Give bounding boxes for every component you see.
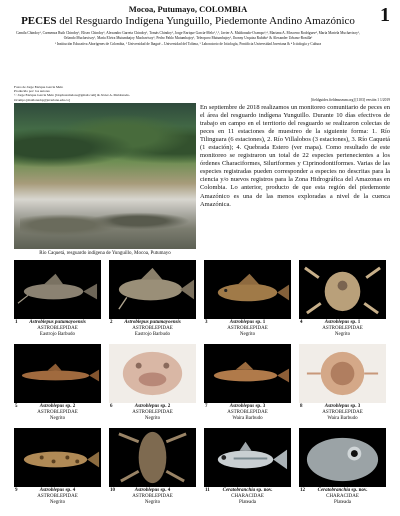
family-name: ASTROBLEPIDAE <box>37 325 78 331</box>
species-caption <box>14 320 101 338</box>
species-caption <box>109 320 196 338</box>
family-name: ASTROBLEPIDAE <box>227 325 268 331</box>
genus-name: Ceratobranchia <box>222 488 256 493</box>
common-name: Negrito <box>334 331 351 337</box>
affiliations: ¹ Institución Educativa Aborígenes de Colombia, ² Universidad de Ibagué – Universidad del Tolima, ³ Laboratorio de Ictiología, Pontificia Universidad Javeriana & ⁴ Ictiología y Cultura <box>54 42 322 46</box>
species-name <box>135 488 170 493</box>
forest-shape <box>14 113 196 171</box>
species-caption <box>109 404 196 422</box>
title-rest: del Resguardo Indígena Yunguillo, Piedemonte Andino Amazónico <box>59 15 355 27</box>
fish-photo <box>14 344 101 403</box>
common-name: Negrito <box>144 499 161 505</box>
species-card <box>14 428 101 510</box>
genus-name: Astroblepus <box>29 320 54 325</box>
species-name <box>40 404 75 409</box>
family-name: ASTROBLEPIDAE <box>37 493 78 499</box>
genus-name: Astroblepus <box>39 404 65 409</box>
species-number: 6 <box>110 404 113 409</box>
species-epithet: sp. nov. <box>255 488 273 493</box>
common-name: Eastrojo Barbudo <box>39 331 76 337</box>
species-card <box>14 344 101 426</box>
species-card <box>109 428 196 510</box>
genus-name: Astroblepus <box>134 404 160 409</box>
species-card <box>299 344 386 426</box>
species-caption <box>204 488 291 506</box>
species-epithet: sp. 2 <box>159 404 171 409</box>
family-name: ASTROBLEPIDAE <box>132 409 173 415</box>
family-name: ASTROBLEPIDAE <box>322 325 363 331</box>
species-card <box>14 260 101 342</box>
common-name: Plateada <box>239 499 256 505</box>
species-epithet: sp. nov. <box>350 488 368 493</box>
location-heading: Mocoa, Putumayo, COLOMBIA <box>128 4 248 14</box>
species-number: 5 <box>15 404 18 409</box>
title-bold: PECES <box>21 15 57 27</box>
family-name: ASTROBLEPIDAE <box>132 325 173 331</box>
species-caption <box>299 320 386 338</box>
genus-name: Astroblepus <box>229 404 255 409</box>
species-card <box>109 260 196 342</box>
species-caption <box>109 488 196 506</box>
species-number: 2 <box>110 320 113 325</box>
species-epithet: sp. 4 <box>64 488 76 493</box>
species-epithet: putumayoensis <box>53 320 86 325</box>
river-landscape-photo <box>14 103 196 249</box>
genus-name: Astroblepus <box>324 404 350 409</box>
species-number: 10 <box>110 488 115 493</box>
species-caption <box>204 320 291 338</box>
species-number: 11 <box>205 488 210 493</box>
species-name <box>325 320 360 325</box>
species-name <box>135 404 170 409</box>
species-caption <box>299 404 386 422</box>
fish-photo <box>14 428 101 487</box>
species-card <box>109 344 196 426</box>
species-card <box>204 344 291 426</box>
family-name: CHARACIDAE <box>231 493 264 499</box>
species-card <box>204 428 291 510</box>
fish-photo <box>14 260 101 319</box>
intro-text: En septiembre de 2018 realizamos un monitoreo comunitario de peces en el área del resguardo indígena Yunguillo. Durante 10 días efectivos de trabajo en campo en el territorio del resguardo se realizaron colectas de peces en 11 estaciones de muestreo de la siguiente forma: 1. Río Tilinguara (6 estaciones), 2. Río Villalobos (3 estaciones), 3. Río Caquetá (1 estación); 4. Quebrada Estero (ver mapa). Como resultado de este monitoreo se registraron un total de 22 especies pertenecientes a los órdenes Characiformes, Siluriformes y Ciprinodontiformes. Varias de las especies registradas pueden corresponder a especies no descritas para la ciencia y/o nuevos registros para la Zona Hidrográfica del Amazonas en Colombia. Lo anterior, producto de que esta región del piedemonte Amazónico es una de las menos exploradas a nivel de la cuenca Amazónica. <box>200 104 390 208</box>
species-epithet: sp. 3 <box>254 404 266 409</box>
species-epithet: sp. 3 <box>349 404 361 409</box>
common-name: Waira Barbudo <box>232 415 263 421</box>
authors: Camila Chindoy¹, Carmenza Ruth Chindoy¹, Eliseo Chindoy¹, Alexandro Garreta Chindoy¹, Tomás Chindoy¹, Jorge Enrique García-Melo¹,²,⁵, Javier A. Maldonado-Ocampo³,⁴, Mariana A. Mosceno Rodríguez⁴, María Mariela Muchavisoy¹, Orlando Muchavisoy¹, María Elvira Mutumbajoy Muchavisoy¹, Pedro Pablo Mutumbajoy¹, Teleoporo Mutumbajoy¹, Jhonny Urquiza Rubiño¹ & Alexander Urbano-Bonilla³ <box>16 31 360 40</box>
species-number: 7 <box>205 404 208 409</box>
species-caption <box>299 488 386 506</box>
common-name: Waira Barbudo <box>327 415 358 421</box>
common-name: Negrito <box>144 415 161 421</box>
page-number: 1 <box>380 4 390 26</box>
species-name <box>40 488 75 493</box>
reference-line: [fieldguides.fieldmuseum.org] [1103] versión 1 1/2019 <box>310 98 390 102</box>
genus-name: Astroblepus <box>124 320 149 325</box>
species-epithet: sp. 1 <box>254 320 266 325</box>
species-epithet: sp. 2 <box>64 404 76 409</box>
species-number: 4 <box>300 320 303 325</box>
credit-line: © Jorge Enrique García Melo [biophotomelore@gmail.com] & Javier A. Maldonado-Ocampo [maldonadoj@javeriana.edu.co] <box>14 93 131 102</box>
genus-name: Astroblepus <box>324 320 350 325</box>
fish-photo <box>299 260 386 319</box>
common-name: Negrito <box>239 331 256 337</box>
family-name: ASTROBLEPIDAE <box>132 493 173 499</box>
species-name <box>318 488 368 493</box>
genus-name: Astroblepus <box>229 320 255 325</box>
fish-photo <box>299 428 386 487</box>
species-epithet: sp. 1 <box>349 320 361 325</box>
species-caption <box>204 404 291 422</box>
common-name: Negrito <box>49 415 66 421</box>
landscape-caption: Río Caquetá, resguardo indígena de Yunguillo, Mocoa, Putumayo <box>39 251 171 256</box>
fish-photo <box>204 260 291 319</box>
credit-line: Fotos de Jorge Enrique García Melo <box>14 85 64 89</box>
genus-name: Ceratobranchia <box>317 488 351 493</box>
genus-name: Astroblepus <box>134 488 160 493</box>
species-epithet: putumayoensis <box>148 320 181 325</box>
species-caption <box>14 404 101 422</box>
fish-photo <box>299 344 386 403</box>
fish-photo <box>204 344 291 403</box>
species-number: 8 <box>300 404 303 409</box>
common-name: Plateada <box>334 499 351 505</box>
genus-name: Astroblepus <box>39 488 65 493</box>
species-name <box>124 320 181 325</box>
species-number: 3 <box>205 320 208 325</box>
fish-photo <box>204 428 291 487</box>
photo-credits <box>14 85 134 102</box>
species-card <box>299 260 386 342</box>
fish-photo <box>109 428 196 487</box>
fish-photo <box>109 344 196 403</box>
common-name: Negrito <box>49 499 66 505</box>
family-name: ASTROBLEPIDAE <box>37 409 78 415</box>
species-name <box>29 320 86 325</box>
common-name: Eastrojo Barbudo <box>134 331 171 337</box>
species-card <box>204 260 291 342</box>
family-name: ASTROBLEPIDAE <box>322 409 363 415</box>
species-caption <box>14 488 101 506</box>
species-name <box>230 320 265 325</box>
species-name <box>223 488 273 493</box>
family-name: ASTROBLEPIDAE <box>227 409 268 415</box>
header <box>10 4 366 47</box>
species-number: 12 <box>300 488 305 493</box>
credit-line: Producido por: los autores <box>14 89 50 94</box>
species-number: 9 <box>15 488 18 493</box>
species-name <box>325 404 360 409</box>
fish-photo <box>109 260 196 319</box>
species-epithet: sp. 4 <box>159 488 171 493</box>
page-title <box>10 15 366 28</box>
species-name <box>230 404 265 409</box>
rocks-shape <box>20 201 190 241</box>
species-number: 1 <box>15 320 18 325</box>
family-name: CHARACIDAE <box>326 493 359 499</box>
species-card <box>299 428 386 510</box>
